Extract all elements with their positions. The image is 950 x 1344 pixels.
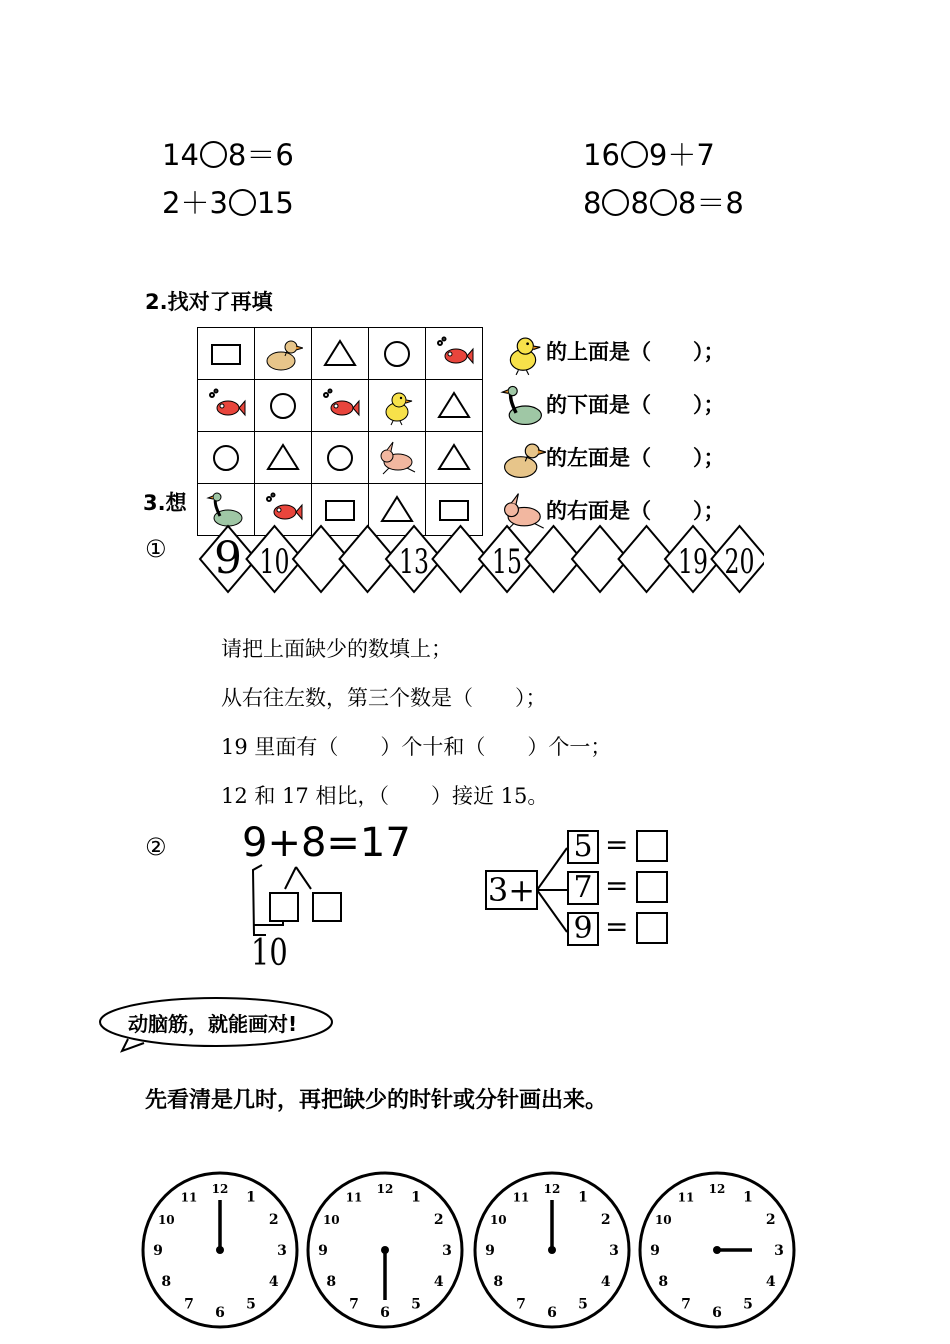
clock-number: 11 <box>345 1190 363 1205</box>
grid-cell <box>255 328 312 380</box>
clock-number: 4 <box>600 1274 611 1290</box>
equation-right-2 <box>583 181 744 222</box>
clock-number: 4 <box>268 1274 279 1290</box>
clock-number: 3 <box>442 1243 452 1259</box>
clock-center <box>548 1246 556 1254</box>
grid-cell <box>255 380 312 432</box>
diamond-number: 10 <box>259 542 290 582</box>
clock-number: 8 <box>326 1274 337 1290</box>
clock-number: 6 <box>215 1305 225 1321</box>
fan-number: 5 <box>573 829 593 864</box>
clock-number: 9 <box>153 1243 163 1259</box>
clock-number: 7 <box>516 1296 526 1313</box>
answer-box[interactable] <box>312 892 342 922</box>
answer-box[interactable] <box>269 892 299 922</box>
equation-text: 8＝8 <box>677 186 744 220</box>
clock-number: 2 <box>765 1212 776 1228</box>
clock-instruction: 先看清是几时，再把缺少的时针或分针画出来。 <box>145 1088 608 1113</box>
clock-number: 11 <box>677 1190 695 1205</box>
clock-number: 1 <box>578 1189 588 1206</box>
diamond-number: 19 <box>678 542 708 582</box>
split-result: 10 <box>251 933 288 974</box>
clock-number: 6 <box>380 1305 390 1321</box>
clock-number: 4 <box>765 1274 776 1290</box>
fan-number: 9 <box>573 911 593 946</box>
equals-sign: = <box>605 869 629 902</box>
clock[interactable] <box>305 1170 469 1334</box>
blank-circle[interactable] <box>650 189 677 216</box>
clock-number: 7 <box>349 1296 359 1313</box>
clock-number: 2 <box>433 1212 444 1228</box>
number-diamond-row <box>198 522 764 596</box>
clock-number: 9 <box>318 1243 328 1259</box>
diamond-number: 15 <box>492 542 522 582</box>
question-line: 从右往左数，第三个数是（ ）； <box>221 686 547 710</box>
clock-number: 12 <box>211 1182 229 1196</box>
clock-number: 9 <box>485 1243 495 1259</box>
duck-icon <box>500 436 546 482</box>
rabbit-icon <box>377 438 417 478</box>
section3-title: 3.想 <box>143 491 187 515</box>
clock-number: 12 <box>543 1182 561 1196</box>
clock-number: 8 <box>493 1274 504 1290</box>
fish-icon <box>206 386 246 426</box>
clock-number: 4 <box>433 1274 444 1290</box>
clock-number: 3 <box>277 1243 287 1259</box>
diamond-number: 9 <box>214 533 242 584</box>
clock-number: 7 <box>184 1296 194 1313</box>
question-text: 的下面是（ ）； <box>546 393 725 417</box>
section2-title: 2.找对了再填 <box>145 290 273 314</box>
clock-number: 1 <box>411 1189 421 1206</box>
grid-row <box>198 432 483 484</box>
grid-cell <box>198 328 255 380</box>
blank-circle[interactable] <box>229 189 256 216</box>
question-line: 19 里面有（ ）个十和（ ）个一； <box>221 735 612 759</box>
blank-circle[interactable] <box>621 141 648 168</box>
clock-number: 8 <box>161 1274 172 1290</box>
triangle-icon <box>434 438 474 478</box>
fan-number: 7 <box>573 870 593 905</box>
fish-icon <box>320 386 360 426</box>
grid-cell <box>198 380 255 432</box>
equation-right-1 <box>583 133 715 174</box>
fan-number-box <box>567 830 599 864</box>
marker-1: ① <box>145 535 167 563</box>
equation-text: 8 <box>630 186 649 220</box>
square-icon <box>206 334 246 374</box>
question-line: 请把上面缺少的数填上； <box>221 637 452 661</box>
clock[interactable] <box>472 1170 636 1334</box>
fan-number-box <box>567 912 599 946</box>
blank-circle[interactable] <box>602 189 629 216</box>
grid-cell <box>369 328 426 380</box>
circle-icon <box>206 438 246 478</box>
shape-grid <box>197 327 483 536</box>
diamond-number: 20 <box>724 542 755 582</box>
clock[interactable] <box>140 1170 304 1334</box>
grid-cell <box>369 380 426 432</box>
split-equation: 9+8=17 <box>242 820 411 866</box>
fish-icon <box>434 334 474 374</box>
clock-number: 6 <box>712 1305 722 1321</box>
equation-text: 8＝6 <box>227 138 294 172</box>
clock-number: 11 <box>512 1190 530 1205</box>
clock-number: 9 <box>650 1243 660 1259</box>
blank-circle[interactable] <box>200 141 227 168</box>
clock-number: 2 <box>600 1212 611 1228</box>
fan-number-box <box>567 871 599 905</box>
clock-number: 3 <box>609 1243 619 1259</box>
question-text: 的左面是（ ）； <box>546 446 725 470</box>
equation-left-2 <box>162 181 294 222</box>
equals-sign: = <box>605 910 629 943</box>
fan-lines <box>537 840 569 940</box>
clock-number: 8 <box>658 1274 669 1290</box>
position-question <box>500 383 725 429</box>
equation-text: 16 <box>583 138 620 172</box>
equation-text: 15 <box>256 186 294 220</box>
grid-cell <box>312 432 369 484</box>
chick-icon <box>500 330 546 376</box>
circle-icon <box>263 386 303 426</box>
question-text: 的上面是（ ）； <box>546 340 725 364</box>
clock-number: 12 <box>708 1182 726 1196</box>
clock-number: 5 <box>411 1296 421 1313</box>
fan-start-box <box>485 870 538 910</box>
clock-number: 7 <box>681 1296 691 1313</box>
equation-left-1 <box>162 133 294 174</box>
clock[interactable] <box>637 1170 801 1334</box>
answer-box[interactable] <box>636 871 668 903</box>
clock-number: 10 <box>157 1213 175 1227</box>
equals-sign: = <box>605 828 629 861</box>
marker-2: ② <box>145 833 167 861</box>
clock-number: 10 <box>489 1213 507 1227</box>
grid-cell <box>312 328 369 380</box>
clock-number: 5 <box>578 1296 588 1313</box>
question-line: 12 和 17 相比，（ ）接近 15。 <box>221 784 549 808</box>
clock-number: 5 <box>246 1296 256 1313</box>
grid-cell <box>426 328 483 380</box>
grid-cell <box>369 432 426 484</box>
bubble-text: 动脑筋，就能画对! <box>128 1012 298 1036</box>
clock-number: 3 <box>774 1243 784 1259</box>
clock-number: 1 <box>743 1189 753 1206</box>
clock-center <box>381 1246 389 1254</box>
grid-cell <box>426 432 483 484</box>
equation-text: 9＋7 <box>648 138 715 172</box>
duck-icon <box>263 334 303 374</box>
position-question <box>500 436 725 482</box>
clock-number: 2 <box>268 1212 279 1228</box>
clock-number: 1 <box>246 1189 256 1206</box>
grid-cell <box>312 380 369 432</box>
triangle-icon <box>434 386 474 426</box>
clock-number: 5 <box>743 1296 753 1313</box>
answer-box[interactable] <box>636 912 668 944</box>
clock-number: 10 <box>654 1213 672 1227</box>
position-question <box>500 330 725 376</box>
fan-start-label: 3+ <box>487 871 536 909</box>
answer-box[interactable] <box>636 830 668 862</box>
circle-icon <box>377 334 417 374</box>
grid-cell <box>198 432 255 484</box>
circle-icon <box>320 438 360 478</box>
clock-center <box>216 1246 224 1254</box>
goose-icon <box>500 383 546 429</box>
clock-center <box>713 1246 721 1254</box>
clock-number: 12 <box>376 1182 394 1196</box>
clock-number: 10 <box>322 1213 340 1227</box>
chick-icon <box>377 386 417 426</box>
grid-row <box>198 328 483 380</box>
diamond-number: 13 <box>399 542 429 582</box>
grid-cell <box>426 380 483 432</box>
equation-text: 2＋3 <box>162 186 228 220</box>
triangle-icon <box>320 334 360 374</box>
grid-cell <box>255 432 312 484</box>
equation-text: 14 <box>162 138 199 172</box>
triangle-icon <box>263 438 303 478</box>
clock-number: 6 <box>547 1305 557 1321</box>
equation-text: 8 <box>583 186 602 220</box>
grid-row <box>198 380 483 432</box>
clock-number: 11 <box>180 1190 198 1205</box>
question-text: 的右面是（ ）； <box>546 499 725 523</box>
